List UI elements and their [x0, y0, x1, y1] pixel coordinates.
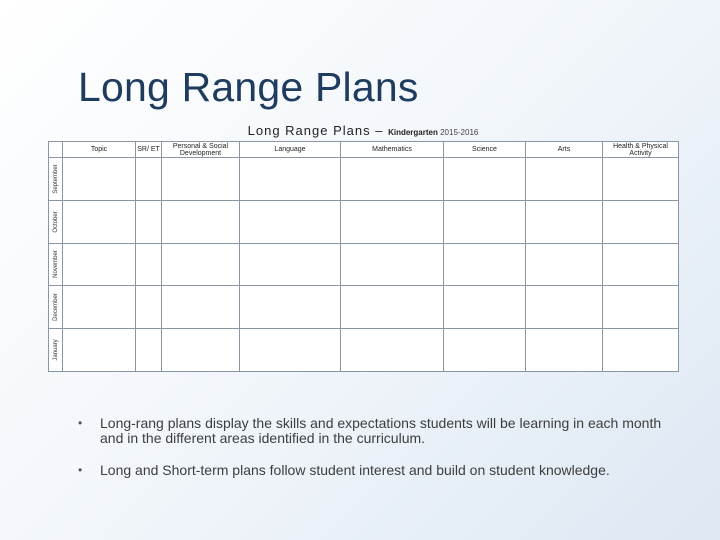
month-label: December — [52, 293, 59, 322]
table-row — [49, 158, 679, 201]
table-cell — [444, 286, 526, 329]
table-row — [49, 286, 679, 329]
table-header-row — [49, 142, 679, 158]
column-header: Science — [444, 142, 526, 158]
table-cell — [162, 329, 240, 372]
month-cell — [49, 158, 63, 201]
table-cell — [341, 286, 444, 329]
table-cell — [341, 243, 444, 286]
table-cell — [162, 158, 240, 201]
table-cell — [526, 158, 603, 201]
table-cell — [444, 158, 526, 201]
month-cell — [49, 329, 63, 372]
table-cell — [240, 286, 341, 329]
month-cell — [49, 243, 63, 286]
plan-table — [48, 141, 679, 372]
table-cell — [63, 286, 136, 329]
table-cell — [603, 286, 679, 329]
plan-heading-dash: – — [370, 123, 389, 138]
table-row — [49, 200, 679, 243]
table-cell — [603, 158, 679, 201]
table-cell — [603, 200, 679, 243]
table-cell — [136, 286, 162, 329]
table-cell — [341, 158, 444, 201]
table-cell — [603, 243, 679, 286]
column-header: Topic — [63, 142, 136, 158]
column-header: Mathematics — [341, 142, 444, 158]
long-range-plan-image — [48, 122, 678, 372]
table-cell — [136, 158, 162, 201]
bullet-item — [78, 463, 678, 478]
table-cell — [136, 243, 162, 286]
table-cell — [444, 329, 526, 372]
table-cell — [240, 200, 341, 243]
table-cell — [63, 200, 136, 243]
table-cell — [240, 329, 341, 372]
column-header: Language — [240, 142, 341, 158]
bullet-marker: • — [78, 463, 83, 477]
table-cell — [603, 329, 679, 372]
table-cell — [162, 200, 240, 243]
table-cell — [526, 243, 603, 286]
plan-heading-title: Long Range Plans — [247, 123, 371, 138]
bullet-item — [78, 416, 678, 446]
bullet-text: Long-rang plans display the skills and expectations students will be learning in each month and in the different areas identified in the curriculum. — [100, 415, 662, 446]
plan-heading-year: 2015-2016 — [437, 128, 479, 137]
table-cell — [444, 200, 526, 243]
table-cell — [162, 286, 240, 329]
table-cell — [240, 158, 341, 201]
table-cell — [526, 286, 603, 329]
bullet-marker: • — [78, 416, 83, 430]
slide-title: Long Range Plans — [78, 64, 419, 110]
column-header: Personal & Social Development — [162, 142, 240, 158]
table-cell — [526, 329, 603, 372]
header-corner — [49, 142, 63, 158]
bullet-list — [78, 416, 678, 495]
table-cell — [526, 200, 603, 243]
table-cell — [162, 243, 240, 286]
plan-heading — [48, 122, 678, 142]
month-label: October — [52, 211, 59, 233]
plan-heading-grade: Kindergarten — [388, 128, 438, 137]
month-label: September — [52, 164, 59, 194]
month-label: November — [52, 250, 59, 279]
month-label: January — [52, 339, 59, 361]
table-cell — [136, 329, 162, 372]
column-header: Health & Physical Activity — [603, 142, 679, 158]
table-cell — [63, 243, 136, 286]
table-cell — [444, 243, 526, 286]
column-header: Arts — [526, 142, 603, 158]
bullet-text: Long and Short-term plans follow student interest and build on student knowledge. — [100, 462, 610, 478]
table-cell — [136, 200, 162, 243]
table-cell — [341, 329, 444, 372]
table-row — [49, 329, 679, 372]
month-cell — [49, 286, 63, 329]
table-cell — [63, 329, 136, 372]
column-header: SR/ ET — [136, 142, 162, 158]
table-row — [49, 243, 679, 286]
table-cell — [240, 243, 341, 286]
table-cell — [341, 200, 444, 243]
month-cell — [49, 200, 63, 243]
table-cell — [63, 158, 136, 201]
